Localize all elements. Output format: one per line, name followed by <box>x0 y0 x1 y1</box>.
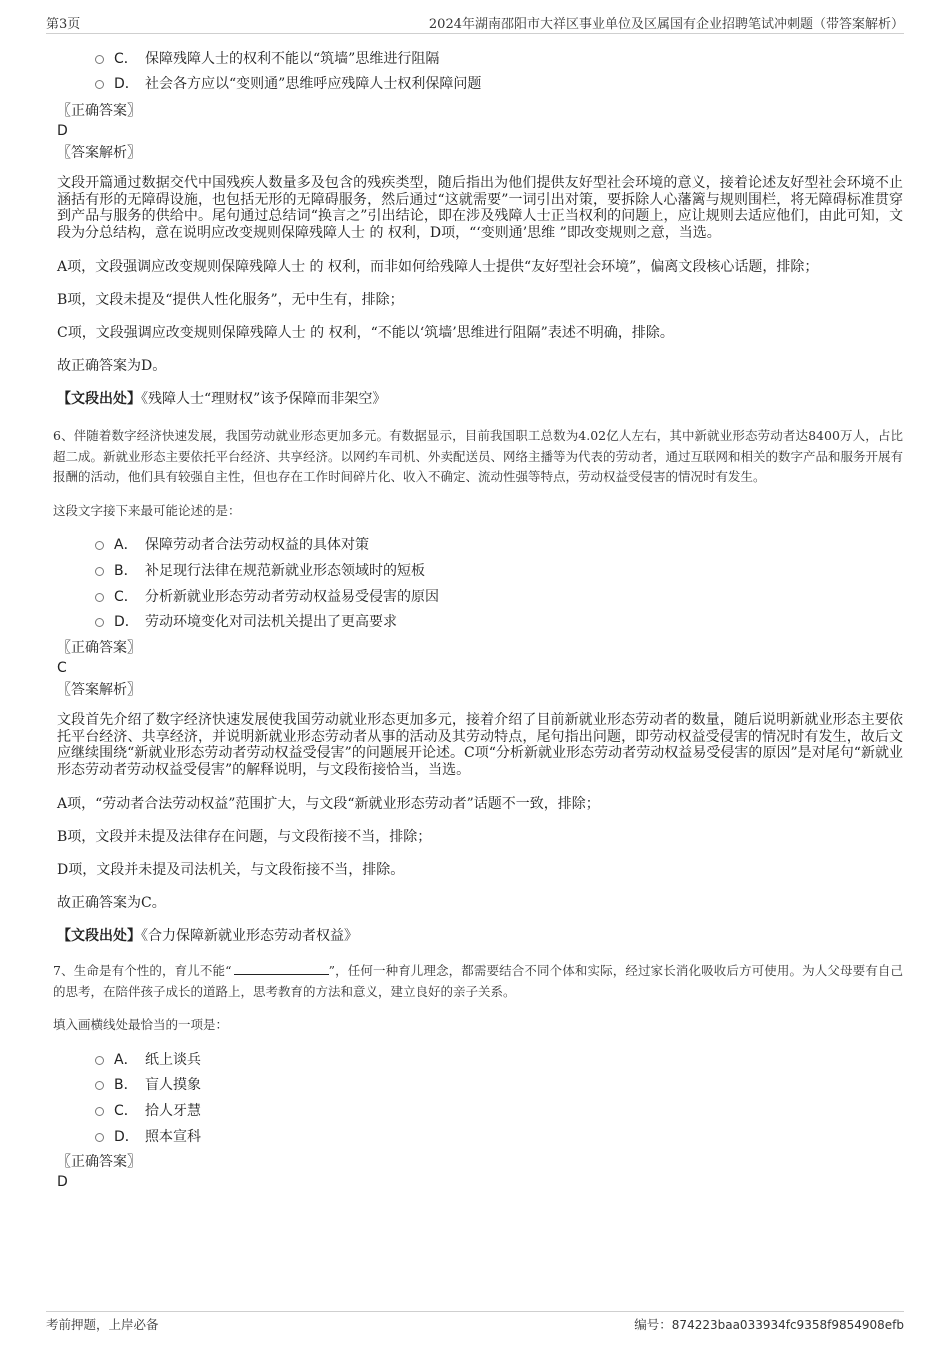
question-7-text: 7、生命是有个性的，育儿不能“ ”，任何一种育儿理念，都需要结合不同个体和实际，经过家长消化吸收后方可使用。为人父母要有自己的思考，在陪伴孩子成长的道路上，思考教育的方法和意义，建立良好的亲子关系。 <box>53 963 903 999</box>
option-d[interactable]: D． 劳动环境变化对司法机关提出了更高要求 <box>95 608 903 634</box>
q5-options <box>95 45 903 96</box>
question-7-prompt: 填入画横线处最恰当的一项是： <box>53 1017 229 1033</box>
analysis-point-c: C项，文段强调应改变规则保障残障人士 的 权利，“不能以‘筑墙’思维进行阻隔”表述不明确，排除。 <box>57 325 674 342</box>
analysis-label: 〖答案解析〗 <box>57 682 141 699</box>
question-6-text: 6、伴随着数字经济快速发展，我国劳动就业形态更加多元。有数据显示，目前我国职工总数为4.02亿人左右，其中新就业形态劳动者达8400万人，占比超二成。新就业形态主要依托平台经济、共享经济。以网约车司机、外卖配送员、网络主播等为代表的劳动者，通过互联网和相关的数字产品和服务开展有报酬的活动，他们具有较强自主性，但也存在工作时间碎片化、收入不确定、流动性强等特点，劳动权益受侵害的情况时有发生。 <box>53 428 904 485</box>
option-c[interactable]: C． 分析新就业形态劳动者劳动权益易受侵害的原因 <box>95 583 903 609</box>
page-footer <box>46 1311 904 1337</box>
analysis-point-b: B项，文段并未提及法律存在问题，与文段衔接不当，排除； <box>57 829 432 846</box>
option-a[interactable]: A． 纸上谈兵 <box>95 1046 903 1072</box>
option-c[interactable]: C． 保障残障人士的权利不能以“筑墙”思维进行阻隔 <box>95 45 903 71</box>
document-id: 编号：874223baa033934fc9358f9854908efb <box>634 1317 904 1332</box>
option-d[interactable]: D． 照本宣科 <box>95 1123 903 1149</box>
correct-answer: D <box>57 123 68 140</box>
analysis-point-a: A项，文段强调应改变规则保障残障人士 的 权利，而非如何给残障人士提供“友好型社会环境”，偏离文段核心话题，排除； <box>57 259 819 276</box>
option-b[interactable]: B． 补足现行法律在规范新就业形态领域时的短板 <box>95 557 903 583</box>
q7-options <box>95 1046 903 1148</box>
radio-icon[interactable] <box>95 80 104 89</box>
analysis-point-d: D项，文段并未提及司法机关，与文段衔接不当，排除。 <box>57 862 405 879</box>
question-6-prompt: 这段文字接下来最可能论述的是： <box>53 502 241 518</box>
correct-answer: D <box>57 1174 68 1191</box>
conclusion: 故正确答案为D。 <box>57 358 167 375</box>
radio-icon[interactable] <box>95 1081 104 1090</box>
correct-answer: C <box>57 660 67 677</box>
radio-icon[interactable] <box>95 1056 104 1065</box>
option-d[interactable]: D． 社会各方应以“变则通”思维呼应残障人士权利保障问题 <box>95 71 903 97</box>
answer-label: 〖正确答案〗 <box>57 1154 141 1171</box>
source-citation: 【文段出处】《残障人士“理财权”该予保障而非架空》 <box>57 391 387 408</box>
source-citation: 【文段出处】《合力保障新就业形态劳动者权益》 <box>57 928 358 945</box>
document-title: 2024年湖南邵阳市大祥区事业单位及区属国有企业招聘笔试冲刺题（带答案解析） <box>428 17 904 32</box>
radio-icon[interactable] <box>95 55 104 64</box>
page-content <box>53 44 903 1194</box>
q6-options <box>95 532 903 634</box>
radio-icon[interactable] <box>95 593 104 602</box>
analysis-text: 文段首先介绍了数字经济快速发展使我国劳动就业形态更加多元，接着介绍了目前新就业形态劳动者的数量，随后说明新就业形态主要依托平台经济、共享经济，并说明新就业形态劳动者从事的活动及其劳动特点，尾句指出问题，即劳动权益受侵害的情况时有发生，故后文应继续围绕“新就业形态劳动者劳动权益受侵害”的问题展开论述。C项“分析新就业形态劳动者劳动权益易受侵害的原因”是对尾句“新就业形态劳动者劳动权益受侵害”的解释说明，与文段衔接恰当，当选。 <box>57 712 903 778</box>
option-a[interactable]: A． 保障劳动者合法劳动权益的具体对策 <box>95 532 903 558</box>
analysis-text: 文段开篇通过数据交代中国残疾人数量多及包含的残疾类型，随后指出为他们提供友好型社会环境的意义，接着论述友好型社会环境不止涵括有形的无障碍设施，也包括无形的无障碍服务，然后通过“这就需要”一词引出对策，要拆除人心藩篱与规则围栏，将无障碍标准贯穿到产品与服务的供给中。尾句通过总结词“换言之”引出结论，即在涉及残障人士正当权利的问题上，应让规则去适应他们，由此可知，文段为分总结构，意在说明应改变规则保障残障人士 的 权利，D项，“‘变则通’思维 ”即改变规则之意，当选。 <box>57 175 903 241</box>
conclusion: 故正确答案为C。 <box>57 895 166 912</box>
footer-slogan: 考前押题，上岸必备 <box>46 1317 159 1332</box>
page-header <box>46 13 904 34</box>
answer-label: 〖正确答案〗 <box>57 103 141 120</box>
analysis-point-b: B项，文段未提及“提供人性化服务”，无中生有，排除； <box>57 292 404 309</box>
radio-icon[interactable] <box>95 567 104 576</box>
radio-icon[interactable] <box>95 1133 104 1142</box>
radio-icon[interactable] <box>95 618 104 627</box>
analysis-label: 〖答案解析〗 <box>57 145 141 162</box>
option-b[interactable]: B． 盲人摸象 <box>95 1072 903 1098</box>
radio-icon[interactable] <box>95 541 104 550</box>
page-number: 第3页 <box>46 17 81 32</box>
fill-blank <box>234 962 329 975</box>
answer-label: 〖正确答案〗 <box>57 640 141 657</box>
analysis-point-a: A项，“劳动者合法劳动权益”范围扩大，与文段“新就业形态劳动者”话题不一致，排除； <box>57 796 600 813</box>
option-c[interactable]: C． 拾人牙慧 <box>95 1097 903 1123</box>
radio-icon[interactable] <box>95 1107 104 1116</box>
